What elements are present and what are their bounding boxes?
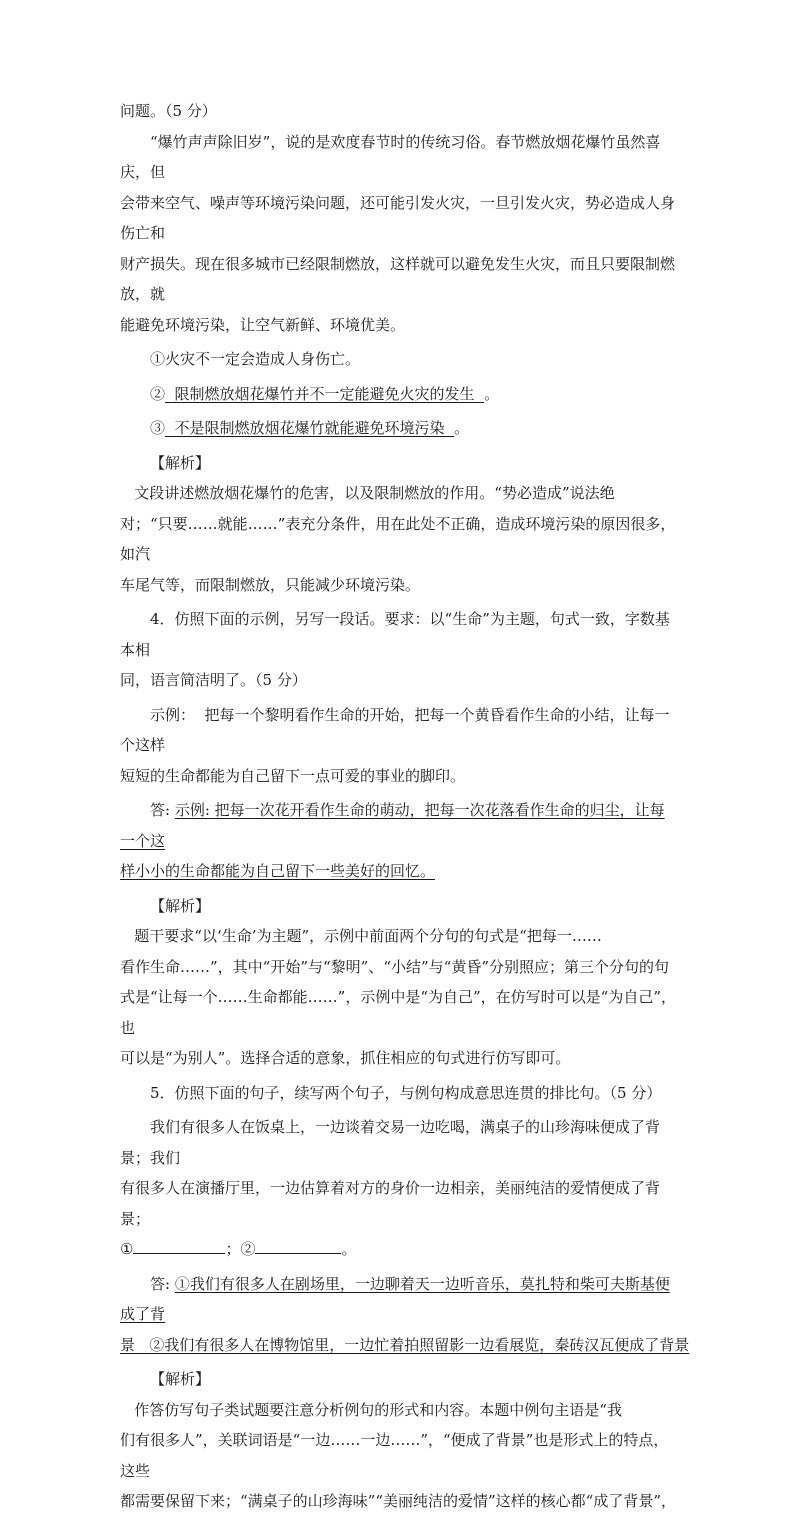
analysis-line: 看作生命……”，其中“开始”与“黎明”、“小结”与“黄昏”分别照应；第三个分句的句	[120, 957, 670, 976]
example-text: 示例： 把每一个黎明看作生命的开始，把每一个黄昏看作生命的小结，让每一个这样	[120, 705, 670, 754]
answer-item-3: ③ 不是限制燃放烟花爆竹就能避免环境污染 。	[150, 419, 470, 437]
answer-item-1: ①火灾不一定会造成人身伤亡。	[150, 350, 361, 368]
document-body	[120, 96, 690, 1517]
passage-line: 能避免环境污染，让空气新鲜、环境优美。	[120, 315, 406, 334]
answer-underlined: 不是限制燃放烟花爆竹就能避免环境污染	[165, 419, 455, 437]
answer-underlined: ①我们有很多人在剧场里，一边聊着天一边听音乐，莫扎特和柴可夫斯基便成了背	[120, 1274, 670, 1323]
answer-underlined: 景 ②我们有很多人在博物馆里，一边忙着拍照留影一边看展览，秦砖汉瓦便成了背景	[120, 1335, 690, 1354]
analysis-line: 可以是“为别人”。选择合适的意象，抓住相应的句式进行仿写即可。	[120, 1049, 571, 1067]
analysis-paragraph: 【解析】 题干要求“以‘生命’为主题”，示例中前面两个分句的句式是“把每一……	[120, 896, 602, 945]
analysis-tag: 【解析】	[150, 896, 211, 915]
answer-underlined: 样小小的生命都能为自己留下一些美好的回忆。	[120, 862, 436, 880]
question-line: 同，语言简洁明了。（5 分）	[120, 671, 307, 689]
passage-line: 财产损失。现在很多城市已经限制燃放，这样就可以避免发生火灾，而且只要限制燃放，就	[120, 254, 676, 303]
fill-in-blanks: ① ；② 。	[120, 1240, 357, 1258]
example-text: 我们有很多人在饭桌上，一边谈着交易一边吃喝，满桌子的山珍海味便成了背景；我们	[120, 1118, 661, 1167]
analysis-line: 车尾气等，而限制燃放，只能减少环境污染。	[120, 575, 421, 594]
analysis-line: 式是“让每一个……生命都能……”，示例中是“为自己”，在仿写时可以是“为自己”，也	[120, 988, 677, 1037]
analysis-line: 对；“只要……就能……”表充分条件，用在此处不正确，造成环境污染的原因很多，如汽	[120, 514, 676, 563]
blank-line-2	[255, 1239, 341, 1254]
analysis-paragraph: 【解析】 作答仿写句子类试题要注意分析例句的形式和内容。本题中例句主语是“我	[120, 1370, 622, 1419]
answer-line	[120, 1330, 690, 1361]
answer-line	[120, 856, 676, 887]
answer-underlined: 示例: 把每一次花开看作生命的萌动，把每一次花落看作生命的归尘，让每一个这	[120, 801, 665, 850]
analysis-line: 都需要保留下来；“满桌子的山珍海味”“美丽纯洁的爱情”这样的核心都“成了背景”，	[120, 1492, 677, 1510]
answer-underlined: 限制燃放烟花爆竹并不一定能避免火灾的发生	[165, 384, 485, 403]
analysis-line: 们有很多人”，关联词语是“一边……一边……”，“便成了背景”也是形式上的特点，这些	[120, 1431, 669, 1480]
blank-line-1	[133, 1239, 225, 1254]
question-5: 5．仿照下面的句子，续写两个句子，与例句构成意思连贯的排比句。（5 分）	[150, 1083, 662, 1102]
question-tail: 问题。（5 分）	[120, 102, 217, 120]
question-4: 4．仿照下面的示例，另写一段话。要求：以“生命”为主题，句式一致，字数基本相	[120, 610, 670, 659]
answer-4: 答: 示例: 把每一次花开看作生命的萌动，把每一次花落看作生命的归尘，让每一个这	[120, 801, 665, 850]
example-line: 短短的生命都能为自己留下一点可爱的事业的脚印。	[120, 766, 466, 785]
answer-5: 答: ①我们有很多人在剧场里，一边聊着天一边听音乐，莫扎特和柴可夫斯基便成了背	[120, 1274, 670, 1323]
analysis-paragraph: 【解析】 文段讲述燃放烟花爆竹的危害，以及限制燃放的作用。“势必造成”说法绝	[120, 453, 615, 502]
analysis-tag: 【解析】	[150, 453, 211, 472]
passage-line: 会带来空气、噪声等环境污染问题，还可能引发火灾，一旦引发火灾，势必造成人身伤亡和	[120, 193, 676, 242]
analysis-tag: 【解析】	[150, 1370, 211, 1388]
answer-item-2: ② 限制燃放烟花爆竹并不一定能避免火灾的发生 。	[150, 384, 500, 403]
example-line: 有很多人在演播厅里，一边估算着对方的身价一边相亲，美丽纯洁的爱情便成了背景；	[120, 1179, 661, 1228]
passage-line: “爆竹声声除旧岁”，说的是欢度春节时的传统习俗。春节燃放烟花爆竹虽然喜庆，但	[120, 132, 661, 181]
